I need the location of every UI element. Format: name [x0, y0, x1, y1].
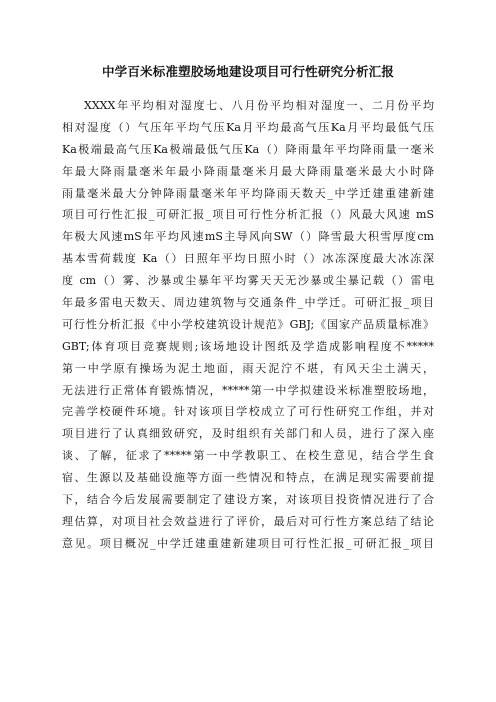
document-body — [62, 95, 434, 555]
body-line: 理估算，对项目社会效益进行了评价，最后对可行性方案总结了结论 — [62, 514, 434, 528]
body-line: 年极大风速mS年平均风速mS主导风向SW（）降雪最大积雪厚度cm — [62, 230, 434, 244]
body-line: 谈、了解，征求了*****第一中学教职工、在校生意见，结合学生食 — [62, 449, 434, 463]
body-line: 下，结合今后发展需要制定了建设方案，对该项目投资情况进行了合 — [62, 493, 434, 507]
body-line: XXXX年平均相对湿度七、八月份平均相对湿度一、二月份平均 — [84, 99, 434, 112]
body-line: 度 cm（）雾、沙暴或尘暴年平均雾天天无沙暴或尘暴记载（）雷电 — [62, 274, 434, 288]
body-line: 雨量毫米最大分钟降雨量毫米年平均降雨天数天_中学迁建重建新建 — [62, 186, 434, 200]
body-line: 相对湿度（）气压年平均气压Ka月平均最高气压Ka月平均最低气压 — [62, 120, 434, 134]
body-line: 年最大降雨量毫米年最小降雨量毫米月最大降雨量毫米最大小时降 — [62, 164, 434, 178]
body-line: 无法进行正常体育锻炼情况，*****第一中学拟建设米标准塑胶场地， — [62, 383, 434, 397]
document-title: 中学百米标准塑胶场地建设项目可行性研究分析汇报 — [101, 64, 395, 79]
body-line: 项目进行了认真细致研究，及时组织有关部门和人员，进行了深入座 — [62, 427, 434, 441]
body-line: 年最多雷电天数天、周边建筑物与交通条件_中学迁。可研汇报_项目 — [62, 296, 434, 310]
body-line: 项目可行性汇报_可研汇报_项目可行性分析汇报（）风最大风速 mS — [62, 208, 434, 222]
body-line: 意见。项目概况_中学迁建重建新建项目可行性汇报_可研汇报_项目 — [62, 536, 434, 550]
body-line: 可行性分析汇报《中小学校建筑设计规范》GBJ;《国家产品质量标准》 — [62, 317, 434, 331]
body-line: 宿、生源以及基础设施等方面一些情况和特点，在满足现实需要前提 — [62, 471, 434, 485]
body-line: 基本雪荷载度 Ka（）日照年平均日照小时（）冰冻深度最大冰冻深 — [62, 252, 434, 266]
body-line: GBT;体育项目竞赛规则;该场地设计图纸及学造成影响程度不***** — [62, 339, 434, 353]
body-line: 完善学校硬件环境。针对该项目学校成立了可行性研究工作组，并对 — [62, 405, 434, 419]
body-line: Ka极端最高气压Ka极端最低气压Ka（）降雨量年平均降雨量一毫米 — [62, 142, 434, 156]
body-line: 第一中学原有操场为泥土地面，雨天泥泞不堪，有风天尘土满天， — [62, 361, 434, 375]
